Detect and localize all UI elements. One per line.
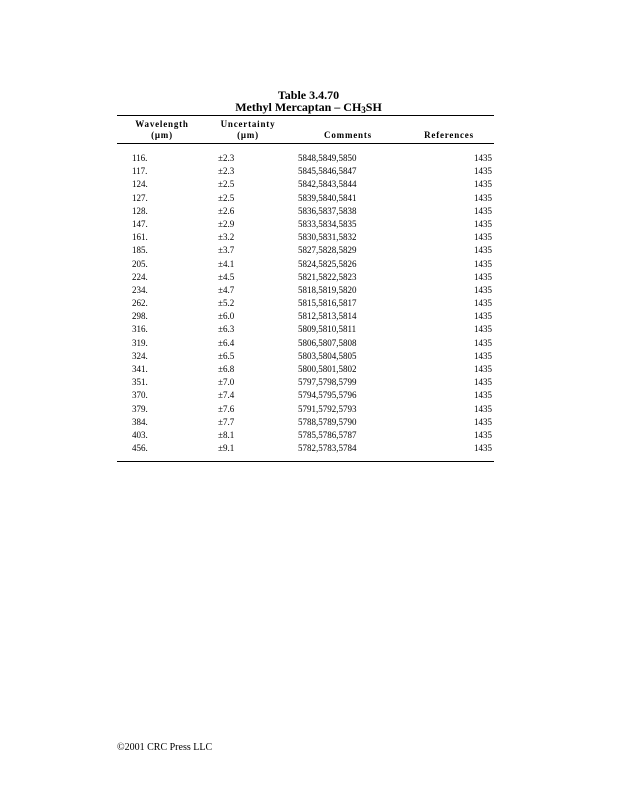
- cell-wavelength: 379.: [132, 403, 148, 414]
- cell-comments: 5800,5801,5802: [298, 364, 357, 374]
- table-row: [0, 219, 617, 232]
- table-row: [0, 272, 617, 285]
- cell-wavelength: 205.: [132, 258, 148, 269]
- cell-references: 1435: [474, 350, 492, 361]
- cell-references: 1435: [474, 245, 492, 256]
- cell-references: 1435: [474, 443, 492, 454]
- cell-comments: 5815,5816,5817: [298, 298, 357, 309]
- table-header-rule: [117, 143, 494, 144]
- cell-uncertainty: ±4.1: [218, 258, 235, 269]
- table-row: [0, 206, 617, 219]
- cell-uncertainty: ±2.3: [218, 153, 235, 163]
- cell-wavelength: 351.: [132, 377, 148, 388]
- cell-comments: 5809,5810,5811: [298, 324, 357, 335]
- table-row: [0, 179, 617, 192]
- cell-uncertainty: ±9.1: [218, 443, 235, 454]
- table-row: [0, 298, 617, 311]
- cell-uncertainty: ±7.7: [218, 416, 235, 427]
- table-row: [0, 338, 617, 351]
- table-row: [0, 443, 617, 456]
- cell-references: 1435: [474, 232, 492, 243]
- table-subtitle: [0, 101, 617, 114]
- cell-comments: 5842,5843,5844: [298, 179, 357, 190]
- cell-comments: 5824,5825,5826: [298, 258, 357, 269]
- cell-wavelength: 384.: [132, 416, 148, 427]
- table-row: [0, 324, 617, 337]
- cell-wavelength: 456.: [132, 443, 148, 454]
- cell-references: 1435: [474, 311, 492, 322]
- cell-references: 1435: [474, 179, 492, 190]
- cell-wavelength: 117.: [132, 166, 148, 177]
- subtitle-suffix: SH: [365, 100, 382, 114]
- cell-wavelength: 319.: [132, 337, 148, 348]
- cell-comments: 5818,5819,5820: [298, 284, 357, 295]
- cell-references: 1435: [474, 403, 492, 414]
- cell-references: 1435: [474, 298, 492, 309]
- cell-comments: 5839,5840,5841: [298, 192, 357, 203]
- cell-uncertainty: ±2.6: [218, 205, 235, 216]
- table-row: [0, 390, 617, 403]
- cell-uncertainty: ±2.5: [218, 192, 235, 203]
- cell-uncertainty: ±8.1: [218, 429, 235, 440]
- cell-uncertainty: ±2.9: [218, 218, 235, 229]
- table-row: [0, 232, 617, 245]
- cell-wavelength: 341.: [132, 364, 148, 374]
- cell-comments: 5806,5807,5808: [298, 337, 357, 348]
- cell-comments: 5827,5828,5829: [298, 245, 357, 256]
- copyright-footer: ©2001 CRC Press LLC: [117, 742, 213, 753]
- cell-comments: 5785,5786,5787: [298, 429, 357, 440]
- cell-wavelength: 127.: [132, 192, 148, 203]
- table-row: [0, 259, 617, 272]
- cell-uncertainty: ±6.0: [218, 311, 235, 322]
- cell-uncertainty: ±2.3: [218, 166, 235, 177]
- cell-references: 1435: [474, 337, 492, 348]
- subtitle-prefix: Methyl Mercaptan – CH: [235, 100, 362, 114]
- cell-references: 1435: [474, 416, 492, 427]
- cell-references: 1435: [474, 218, 492, 229]
- cell-comments: 5812,5813,5814: [298, 311, 357, 322]
- table-body: [0, 153, 617, 456]
- cell-wavelength: 403.: [132, 429, 148, 440]
- cell-uncertainty: ±7.0: [218, 377, 235, 388]
- cell-wavelength: 316.: [132, 324, 148, 335]
- cell-references: 1435: [474, 324, 492, 335]
- cell-comments: 5821,5822,5823: [298, 271, 357, 282]
- cell-uncertainty: ±4.5: [218, 271, 235, 282]
- cell-references: 1435: [474, 390, 492, 401]
- cell-comments: 5791,5792,5793: [298, 403, 357, 414]
- header-references: References: [424, 130, 474, 140]
- table-row: [0, 166, 617, 179]
- cell-comments: 5833,5834,5835: [298, 218, 357, 229]
- cell-comments: 5797,5798,5799: [298, 377, 357, 388]
- cell-uncertainty: ±7.4: [218, 390, 235, 401]
- subtitle-subscript: 3: [361, 105, 366, 115]
- cell-wavelength: 161.: [132, 232, 148, 243]
- cell-references: 1435: [474, 258, 492, 269]
- cell-wavelength: 128.: [132, 205, 148, 216]
- cell-references: 1435: [474, 429, 492, 440]
- header-uncertainty-unit: (μm): [237, 130, 259, 140]
- cell-wavelength: 116.: [132, 153, 148, 163]
- header-wavelength: Wavelength: [135, 119, 189, 129]
- cell-uncertainty: ±4.7: [218, 284, 235, 295]
- cell-uncertainty: ±3.7: [218, 245, 235, 256]
- cell-comments: 5836,5837,5838: [298, 205, 357, 216]
- cell-references: 1435: [474, 205, 492, 216]
- table-row: [0, 245, 617, 258]
- header-comments: Comments: [324, 130, 372, 140]
- cell-references: 1435: [474, 271, 492, 282]
- cell-comments: 5845,5846,5847: [298, 166, 357, 177]
- cell-comments: 5848,5849,5850: [298, 153, 357, 163]
- table-top-rule: [117, 115, 494, 116]
- header-wavelength-unit: (μm): [151, 130, 173, 140]
- header-uncertainty: Uncertainty: [220, 119, 276, 129]
- cell-references: 1435: [474, 364, 492, 374]
- cell-uncertainty: ±5.2: [218, 298, 235, 309]
- cell-wavelength: 370.: [132, 390, 148, 401]
- table-row: [0, 351, 617, 364]
- cell-uncertainty: ±6.4: [218, 337, 235, 348]
- cell-wavelength: 234.: [132, 284, 148, 295]
- cell-comments: 5803,5804,5805: [298, 350, 357, 361]
- cell-comments: 5794,5795,5796: [298, 390, 357, 401]
- table-row: [0, 285, 617, 298]
- cell-wavelength: 224.: [132, 271, 148, 282]
- table-row: [0, 364, 617, 377]
- cell-uncertainty: ±6.3: [218, 324, 235, 335]
- cell-wavelength: 185.: [132, 245, 148, 256]
- cell-uncertainty: ±3.2: [218, 232, 235, 243]
- table-row: [0, 193, 617, 206]
- cell-references: 1435: [474, 284, 492, 295]
- table-bottom-rule: [117, 461, 494, 462]
- table-row: [0, 430, 617, 443]
- cell-references: 1435: [474, 166, 492, 177]
- cell-comments: 5782,5783,5784: [298, 443, 357, 454]
- cell-comments: 5788,5789,5790: [298, 416, 357, 427]
- table-row: [0, 377, 617, 390]
- cell-references: 1435: [474, 153, 492, 163]
- cell-uncertainty: ±6.8: [218, 364, 235, 374]
- cell-references: 1435: [474, 377, 492, 388]
- cell-comments: 5830,5831,5832: [298, 232, 357, 243]
- table-row: [0, 311, 617, 324]
- table-title: Table 3.4.70: [277, 88, 340, 102]
- table-row: [0, 417, 617, 430]
- cell-wavelength: 124.: [132, 179, 148, 190]
- table-row: [0, 404, 617, 417]
- cell-wavelength: 324.: [132, 350, 148, 361]
- cell-wavelength: 298.: [132, 311, 148, 322]
- cell-uncertainty: ±6.5: [218, 350, 235, 361]
- cell-uncertainty: ±7.6: [218, 403, 235, 414]
- cell-wavelength: 262.: [132, 298, 148, 309]
- cell-wavelength: 147.: [132, 218, 148, 229]
- table-row: [0, 153, 617, 166]
- cell-uncertainty: ±2.5: [218, 179, 235, 190]
- cell-references: 1435: [474, 192, 492, 203]
